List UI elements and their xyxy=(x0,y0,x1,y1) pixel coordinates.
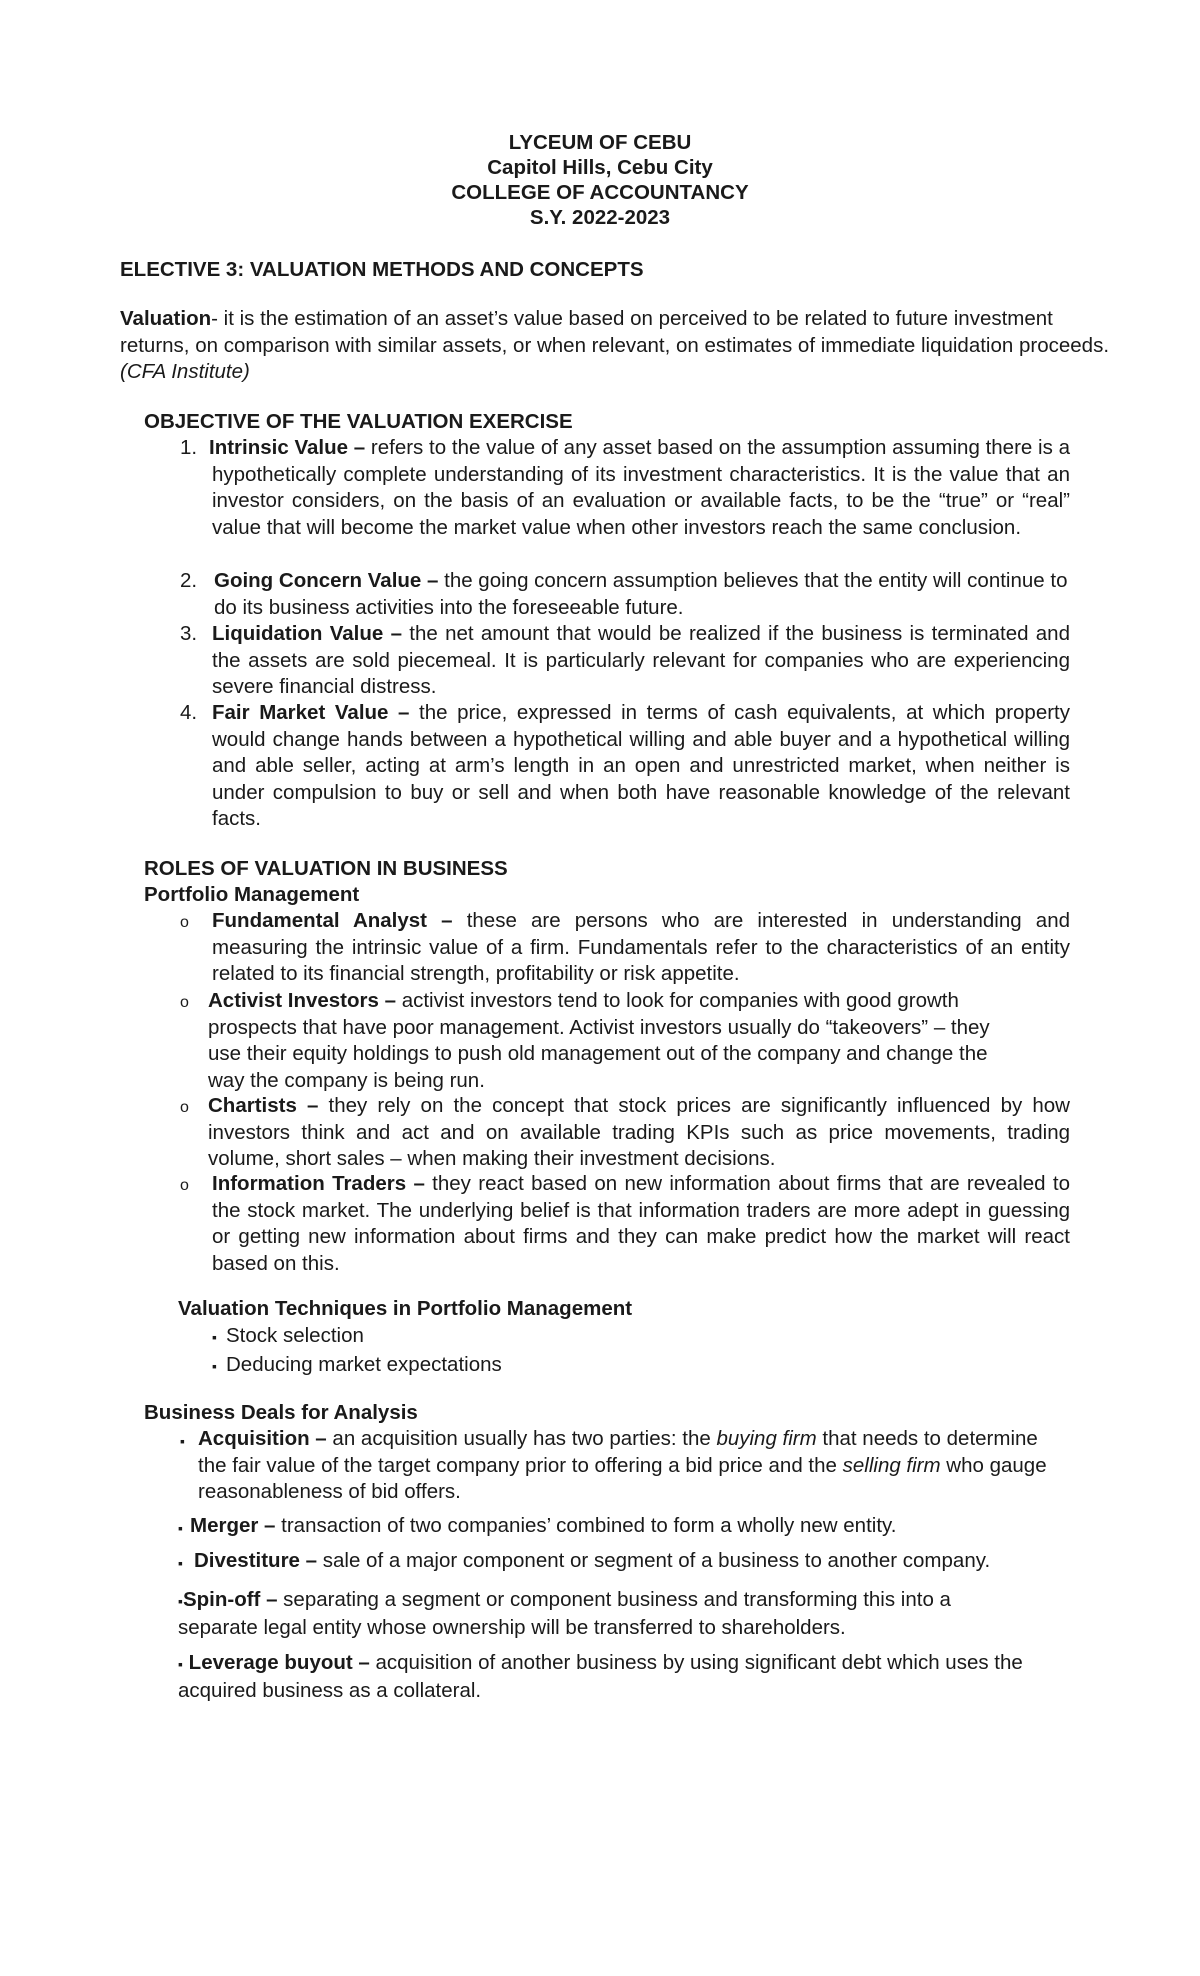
technique-text-1: Stock selection xyxy=(226,1324,364,1347)
portfolio-management-subheading: Portfolio Management xyxy=(144,883,360,906)
technique-item-1 xyxy=(212,1323,364,1350)
deal-bullet-merger: ▪ xyxy=(178,1520,183,1536)
role-bullet-4: o xyxy=(180,1177,189,1194)
deal-acquisition-buying-firm: buying firm xyxy=(716,1427,817,1450)
role-item-1 xyxy=(212,908,1070,988)
deal-bullet-acquisition: ▪ xyxy=(180,1433,185,1449)
objective-text-2: the going concern assumption believes that the entity will continue to do its business activities into the foreseeable future. xyxy=(214,569,1068,619)
role-item-3 xyxy=(208,1093,1070,1173)
school-header xyxy=(0,130,1200,230)
role-bullet-3: o xyxy=(180,1099,189,1116)
deal-acquisition-text-a: an acquisition usually has two parties: the xyxy=(326,1427,717,1450)
role-text-2: activist investors tend to look for companies with good growth prospects that have poor management. Activist investors usually do “takeovers” – they use their equity holdings to push old management out of the company and change the way the company is being run. xyxy=(208,989,990,1092)
roles-heading: ROLES OF VALUATION IN BUSINESS xyxy=(144,857,508,880)
school-year: S.Y. 2022-2023 xyxy=(529,206,671,229)
deal-acquisition xyxy=(198,1426,1070,1506)
deal-bullet-spinoff: ▪ xyxy=(178,1593,183,1609)
deal-bullet-divestiture: ▪ xyxy=(178,1555,183,1571)
objective-term-1: Intrinsic Value – xyxy=(209,436,366,459)
objective-item-4 xyxy=(212,700,1070,833)
role-term-2: Activist Investors – xyxy=(208,989,396,1012)
techniques-heading: Valuation Techniques in Portfolio Management xyxy=(178,1297,633,1320)
role-item-4 xyxy=(212,1171,1070,1277)
role-item-2 xyxy=(208,988,1028,1094)
role-term-1: Fundamental Analyst – xyxy=(212,909,453,932)
objective-num-4: 4. xyxy=(180,701,198,724)
deal-merger xyxy=(190,1513,1090,1540)
role-text-4: they react based on new information about firms that are revealed to the stock market. The underlying belief is that information traders are more adept in guessing or getting new information about firms and they can make predict how the market will react based on this. xyxy=(212,1172,1070,1275)
deal-acquisition-term: Acquisition – xyxy=(198,1427,327,1450)
deal-lbo-text: acquisition of another business by using significant debt which uses the acquired business as a collateral. xyxy=(178,1651,1023,1702)
role-bullet-2: o xyxy=(180,994,189,1011)
deal-acquisition-text-c: who gauge reasonableness of bid offers. xyxy=(198,1453,1047,1503)
deal-divestiture-text: sale of a major component or segment of a business to another company. xyxy=(317,1549,991,1572)
technique-bullet-1: ▪ xyxy=(212,1329,217,1345)
technique-item-2 xyxy=(212,1352,502,1379)
deal-bullet-lbo: ▪ xyxy=(178,1656,183,1672)
deal-spinoff-term: Spin-off – xyxy=(182,1588,278,1611)
deal-lbo-term: Leverage buyout – xyxy=(188,1651,370,1674)
objective-num-2: 2. xyxy=(180,569,198,592)
course-title: ELECTIVE 3: VALUATION METHODS AND CONCEPTS xyxy=(120,258,644,281)
role-text-3: they rely on the concept that stock prices are significantly influenced by how investors think and act and on available trading KPIs such as price movements, trading volume, short sales – when making their investment decisions. xyxy=(208,1094,1070,1170)
objective-text-3: the net amount that would be realized if the business is terminated and the assets are sold piecemeal. It is particularly relevant for companies who are experiencing severe financial distress. xyxy=(212,622,1070,698)
deal-leverage-buyout xyxy=(178,1650,1058,1704)
deal-merger-text: transaction of two companies’ combined to form a wholly new entity. xyxy=(275,1514,897,1537)
objective-num-3: 3. xyxy=(180,622,198,645)
objective-text-1: refers to the value of any asset based on the assumption assuming there is a hypothetically complete understanding of its investment characteristics. It is the value that an investor considers, on the basis of an evaluation or available facts, to be the “true” or “real” value that will become the market value when other investors reach the same conclusion. xyxy=(212,436,1070,539)
role-term-3: Chartists – xyxy=(208,1094,319,1117)
objective-num-1: 1. xyxy=(180,436,198,459)
deal-merger-term: Merger – xyxy=(190,1514,276,1537)
objective-term-4: Fair Market Value – xyxy=(212,701,410,724)
valuation-source: (CFA Institute) xyxy=(120,360,250,383)
objective-text-4: the price, expressed in terms of cash equivalents, at which property would change hands between a hypothetical willing and able buyer and a hypothetical willing and able seller, acting at arm’s length in an open and unrestricted market, when neither is under compulsion to buy or sell and when both have reasonable knowledge of the relevant facts. xyxy=(212,701,1070,830)
deal-divestiture-term: Divestiture – xyxy=(194,1549,318,1572)
objective-item-2 xyxy=(214,568,1070,621)
objective-term-3: Liquidation Value – xyxy=(212,622,402,645)
deal-spinoff-text: separating a segment or component business and transforming this into a separate legal entity whose ownership will be transferred to shareholders. xyxy=(178,1588,951,1639)
school-address: Capitol Hills, Cebu City xyxy=(487,156,713,179)
deal-spinoff xyxy=(178,1587,1028,1641)
valuation-term: Valuation xyxy=(120,307,212,330)
deals-heading: Business Deals for Analysis xyxy=(144,1401,418,1424)
role-bullet-1: o xyxy=(180,914,189,931)
objective-heading: OBJECTIVE OF THE VALUATION EXERCISE xyxy=(144,410,573,433)
college-name: COLLEGE OF ACCOUNTANCY xyxy=(451,181,749,204)
valuation-text: - it is the estimation of an asset’s value based on perceived to be related to future investment returns, on comparison with similar assets, or when relevant, on estimates of immediate liquidation proceeds. xyxy=(120,307,1110,357)
technique-text-2: Deducing market expectations xyxy=(226,1353,502,1376)
deal-acquisition-text-b: that needs to determine the fair value of the target company prior to offering a bid price and the xyxy=(198,1427,1038,1477)
role-term-4: Information Traders – xyxy=(212,1172,425,1195)
objective-item-3 xyxy=(212,621,1070,701)
deal-acquisition-selling-firm: selling firm xyxy=(842,1453,941,1477)
role-text-1: these are persons who are interested in understanding and measuring the intrinsic value of a firm. Fundamentals refer to the characteristics of an entity related to its financial strength, profitability or risk appetite. xyxy=(212,909,1070,985)
valuation-definition xyxy=(120,306,1110,386)
objective-item-1 xyxy=(209,435,1070,541)
objective-term-2: Going Concern Value – xyxy=(214,569,439,592)
deal-divestiture xyxy=(194,1548,1094,1575)
school-name: LYCEUM OF CEBU xyxy=(508,131,692,154)
technique-bullet-2: ▪ xyxy=(212,1358,217,1374)
